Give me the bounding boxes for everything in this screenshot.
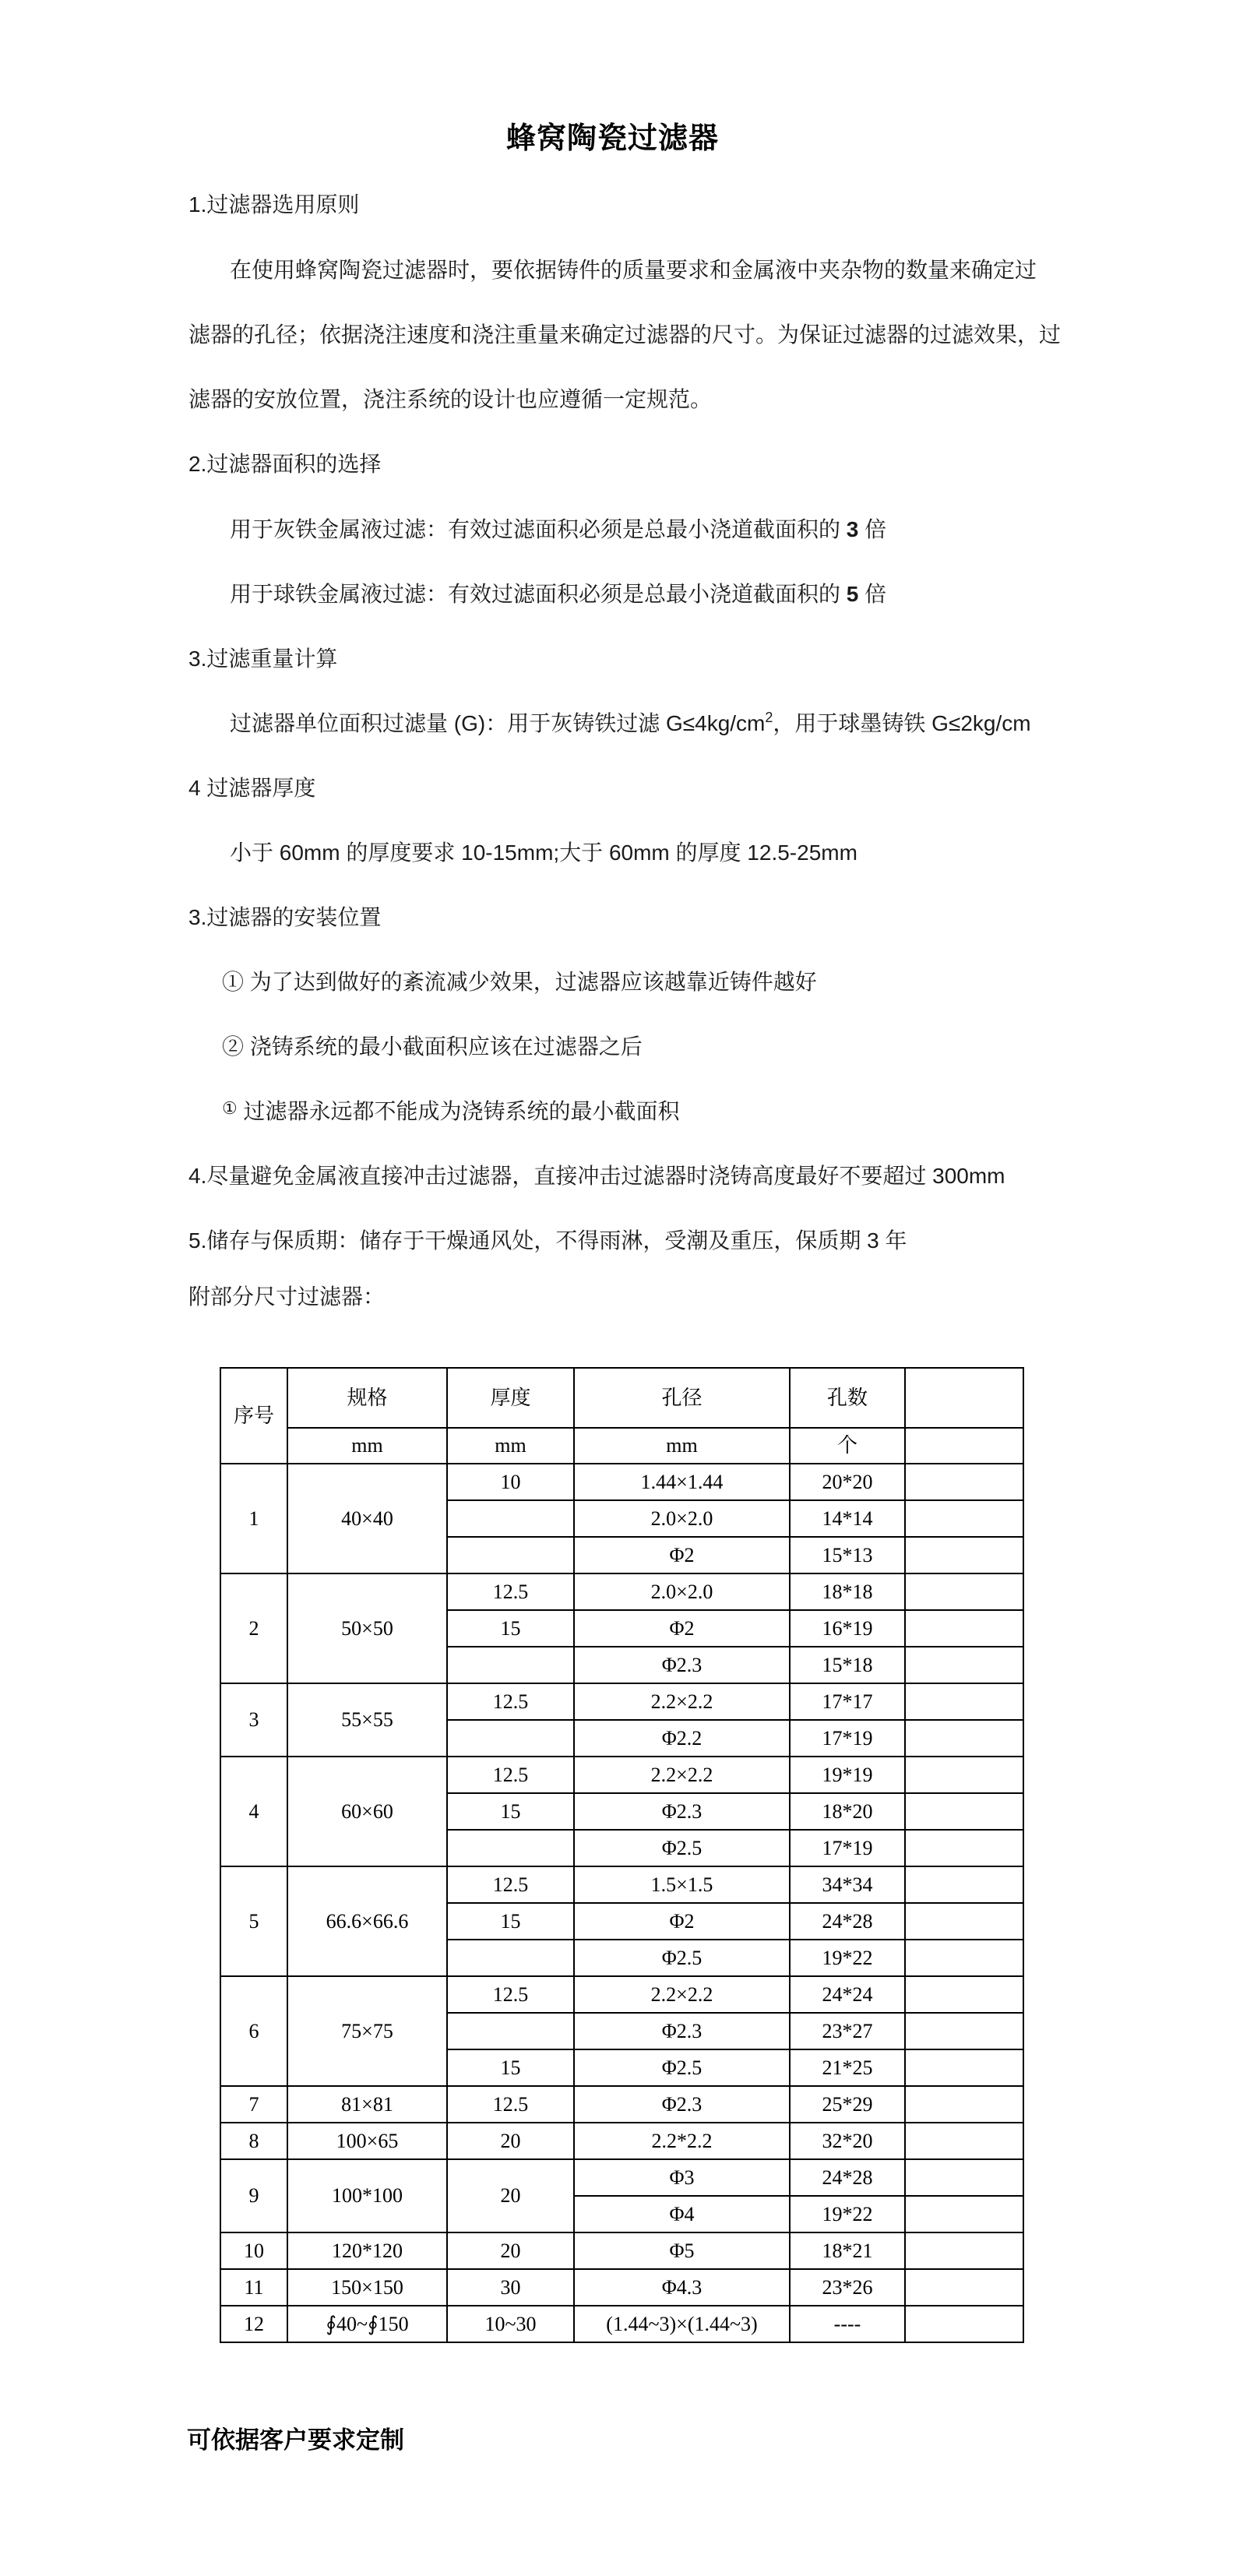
hole-dia-cell: Φ5 [575,2233,791,2270]
unit-hole-count: 个 [791,1429,906,1464]
empty-cell [906,2233,1024,2270]
row-number-cell: 10 [221,2233,288,2270]
table-header-row [221,1369,1024,1429]
thickness-cell: 30 [448,2270,575,2306]
hole-count-cell: 23*26 [791,2270,906,2306]
hole-dia-cell: Φ3 [575,2160,791,2197]
section-heading-7: 5.储存与保质期：储存于干燥通风处，不得雨淋，受潮及重压，保质期 3 年 [188,1228,907,1253]
thickness-cell [448,1538,575,1574]
row-number-cell: 4 [221,1757,288,1867]
spec-cell: 40×40 [288,1464,448,1574]
hole-dia-cell: 1.44×1.44 [575,1464,791,1501]
install-item-2 [222,1031,643,1063]
empty-cell [906,1904,1024,1940]
row-number-cell: 1 [221,1464,288,1574]
install-item-2-text: 浇铸系统的最小截面积应该在过滤器之后 [244,1034,643,1059]
empty-cell [906,2197,1024,2233]
hole-dia-cell: 2.2×2.2 [575,1684,791,1721]
capacity-text-tail: ，用于球墨铸铁 G≤2kg/cm [773,711,1031,735]
hole-count-cell: 17*19 [791,1831,906,1867]
hole-dia-cell: Φ2.3 [575,1794,791,1831]
capacity-line [230,707,1031,742]
empty-cell [906,2160,1024,2197]
hole-dia-cell: 2.2×2.2 [575,1757,791,1794]
table-row [221,1867,1024,1904]
table-row [221,1574,1024,1611]
hole-count-cell: 15*18 [791,1647,906,1684]
section-heading-1: 1.过滤器选用原则 [188,192,360,217]
hole-dia-cell: Φ2 [575,1611,791,1647]
paragraph-line-3: 滤器的安放位置，浇注系统的设计也应遵循一定规范。 [188,387,713,411]
spec-cell: 55×55 [288,1684,448,1757]
install-item-3-text: 过滤器永远都不能成为浇铸系统的最小截面积 [237,1099,680,1123]
empty-cell [906,1684,1024,1721]
hole-dia-cell: 1.5×1.5 [575,1867,791,1904]
table-intro-line: 附部分尺寸过滤器： [188,1284,386,1309]
thickness-cell [448,1831,575,1867]
section-heading-5: 3.过滤器的安装位置 [188,905,382,929]
empty-cell [906,1611,1024,1647]
thickness-cell [448,1721,575,1757]
row-number-cell: 3 [221,1684,288,1757]
col-header-hole-dia: 孔径 [575,1369,791,1429]
hole-dia-cell: Φ2.3 [575,2014,791,2050]
hole-dia-cell: Φ2 [575,1904,791,1940]
rule-gray-iron-multiplier: 3 [846,517,859,541]
row-number-cell: 7 [221,2087,288,2123]
hole-count-cell: 18*21 [791,2233,906,2270]
install-item-3 [222,1095,680,1129]
rule-ductile-iron-multiplier: 5 [846,582,859,606]
thickness-cell [448,1501,575,1538]
empty-cell [906,2123,1024,2160]
table-row [221,1684,1024,1721]
hole-count-cell: 19*22 [791,2197,906,2233]
col-header-empty [906,1369,1024,1429]
thickness-cell [448,1940,575,1977]
empty-cell [906,1574,1024,1611]
hole-dia-cell: 2.0×2.0 [575,1501,791,1538]
empty-cell [906,2306,1024,2343]
hole-count-cell: 34*34 [791,1867,906,1904]
install-item-1 [222,966,817,999]
hole-dia-cell: Φ2.3 [575,2087,791,2123]
hole-dia-cell: Φ2.3 [575,1647,791,1684]
unit-thickness: mm [448,1429,575,1464]
empty-cell [906,1501,1024,1538]
install-item-1-text: 为了达到做好的紊流减少效果，过滤器应该越靠近铸件越好 [244,970,817,994]
hole-count-cell: 14*14 [791,1501,906,1538]
hole-count-cell: 16*19 [791,1611,906,1647]
hole-dia-cell: 2.2*2.2 [575,2123,791,2160]
table-row [221,1757,1024,1794]
unit-empty [906,1429,1024,1464]
hole-count-cell: 21*25 [791,2050,906,2087]
col-header-thickness: 厚度 [448,1369,575,1429]
thickness-cell: 12.5 [448,1684,575,1721]
thickness-cell: 10 [448,1464,575,1501]
rule-ductile-iron [230,578,886,611]
empty-cell [906,2014,1024,2050]
empty-cell [906,1940,1024,1977]
rule-ductile-iron-text: 用于球铁金属液过滤：有效过滤面积必须是总最小浇道截面积的 [230,582,847,606]
empty-cell [906,1464,1024,1501]
capacity-text: 过滤器单位面积过滤量 (G)：用于灰铸铁过滤 G≤4kg/cm [230,711,766,735]
hole-count-cell: 19*22 [791,1940,906,1977]
spec-cell: 100*100 [288,2160,448,2233]
rule-ductile-iron-suffix: 倍 [858,582,887,606]
spec-cell: ∮40~∮150 [288,2306,448,2343]
empty-cell [906,2270,1024,2306]
hole-count-cell: 15*13 [791,1538,906,1574]
thickness-cell: 12.5 [448,1757,575,1794]
unit-hole-dia: mm [575,1429,791,1464]
empty-cell [906,1794,1024,1831]
hole-count-cell: 17*17 [791,1684,906,1721]
hole-dia-cell: 2.0×2.0 [575,1574,791,1611]
thickness-cell: 12.5 [448,1867,575,1904]
circled-2-icon: ② [222,1034,245,1059]
row-number-cell: 5 [221,1867,288,1977]
section-heading-6: 4.尽量避免金属液直接冲击过滤器，直接冲击过滤器时浇铸高度最好不要超过 300mm [188,1164,1005,1188]
circled-1-small-icon: ① [222,1098,238,1118]
paragraph-line-1: 在使用蜂窝陶瓷过滤器时，要依据铸件的质量要求和金属液中夹杂物的数量来确定过 [230,258,1037,282]
hole-dia-cell: Φ4 [575,2197,791,2233]
table-row [221,2123,1024,2160]
spec-cell: 81×81 [288,2087,448,2123]
hole-dia-cell: (1.44~3)×(1.44~3) [575,2306,791,2343]
empty-cell [906,1757,1024,1794]
thickness-rule-line: 小于 60mm 的厚度要求 10-15mm;大于 60mm 的厚度 12.5-25mm [230,840,857,865]
thickness-cell: 15 [448,1904,575,1940]
hole-count-cell: ---- [791,2306,906,2343]
hole-dia-cell: Φ4.3 [575,2270,791,2306]
row-number-cell: 6 [221,1977,288,2087]
hole-count-cell: 23*27 [791,2014,906,2050]
hole-count-cell: 24*28 [791,1904,906,1940]
empty-cell [906,2087,1024,2123]
thickness-cell: 12.5 [448,2087,575,2123]
spec-cell: 120*120 [288,2233,448,2270]
spec-cell: 66.6×66.6 [288,1867,448,1977]
spec-cell: 100×65 [288,2123,448,2160]
hole-count-cell: 25*29 [791,2087,906,2123]
unit-spec: mm [288,1429,448,1464]
capacity-superscript: 2 [765,710,773,725]
circled-1-icon: ① [222,970,245,994]
rule-gray-iron [230,513,886,546]
hole-count-cell: 20*20 [791,1464,906,1501]
thickness-cell [448,1647,575,1684]
table-row [221,2233,1024,2270]
hole-dia-cell: Φ2.5 [575,2050,791,2087]
row-number-cell: 12 [221,2306,288,2343]
empty-cell [906,2050,1024,2087]
table-row [221,1977,1024,2014]
rule-gray-iron-text: 用于灰铁金属液过滤：有效过滤面积必须是总最小浇道截面积的 [230,517,847,541]
col-header-spec: 规格 [288,1369,448,1429]
table-row [221,1464,1024,1501]
hole-count-cell: 24*24 [791,1977,906,2014]
thickness-cell: 15 [448,2050,575,2087]
row-number-cell: 2 [221,1574,288,1684]
table-units-row [221,1429,1024,1464]
row-number-cell: 9 [221,2160,288,2233]
hole-count-cell: 18*20 [791,1794,906,1831]
thickness-cell [448,2014,575,2050]
empty-cell [906,1721,1024,1757]
rule-gray-iron-suffix: 倍 [858,517,887,541]
empty-cell [906,1867,1024,1904]
paragraph-line-2: 滤器的孔径；依据浇注速度和浇注重量来确定过滤器的尺寸。为保证过滤器的过滤效果，过 [188,322,1062,347]
doc-title: 蜂窝陶瓷过滤器 [506,122,720,155]
row-number-cell: 11 [221,2270,288,2306]
hole-dia-cell: Φ2.5 [575,1831,791,1867]
thickness-cell: 20 [448,2233,575,2270]
hole-dia-cell: Φ2.2 [575,1721,791,1757]
empty-cell [906,1647,1024,1684]
table-row [221,2087,1024,2123]
hole-count-cell: 18*18 [791,1574,906,1611]
hole-count-cell: 19*19 [791,1757,906,1794]
spec-cell: 50×50 [288,1574,448,1684]
hole-dia-cell: Φ2.5 [575,1940,791,1977]
thickness-cell: 20 [448,2123,575,2160]
section-heading-4: 4 过滤器厚度 [188,776,316,800]
spec-cell: 75×75 [288,1977,448,2087]
hole-dia-cell: Φ2 [575,1538,791,1574]
thickness-cell: 10~30 [448,2306,575,2343]
thickness-cell: 12.5 [448,1574,575,1611]
hole-count-cell: 24*28 [791,2160,906,2197]
hole-count-cell: 32*20 [791,2123,906,2160]
empty-cell [906,1831,1024,1867]
thickness-cell: 15 [448,1794,575,1831]
table-row [221,2306,1024,2343]
hole-count-cell: 17*19 [791,1721,906,1757]
section-heading-2: 2.过滤器面积的选择 [188,452,382,476]
spec-cell: 60×60 [288,1757,448,1867]
thickness-cell: 15 [448,1611,575,1647]
filter-spec-table [220,1367,1024,2343]
thickness-cell: 20 [448,2160,575,2233]
table-row [221,2160,1024,2197]
hole-dia-cell: 2.2×2.2 [575,1977,791,2014]
col-header-hole-count: 孔数 [791,1369,906,1429]
table-row [221,2270,1024,2306]
section-heading-3: 3.过滤重量计算 [188,647,338,671]
empty-cell [906,1538,1024,1574]
spec-cell: 150×150 [288,2270,448,2306]
custom-order-note: 可依据客户要求定制 [187,2426,404,2454]
row-number-cell: 8 [221,2123,288,2160]
thickness-cell: 12.5 [448,1977,575,2014]
empty-cell [906,1977,1024,2014]
col-header-no: 序号 [221,1369,288,1464]
filter-table-body [221,1464,1024,2343]
